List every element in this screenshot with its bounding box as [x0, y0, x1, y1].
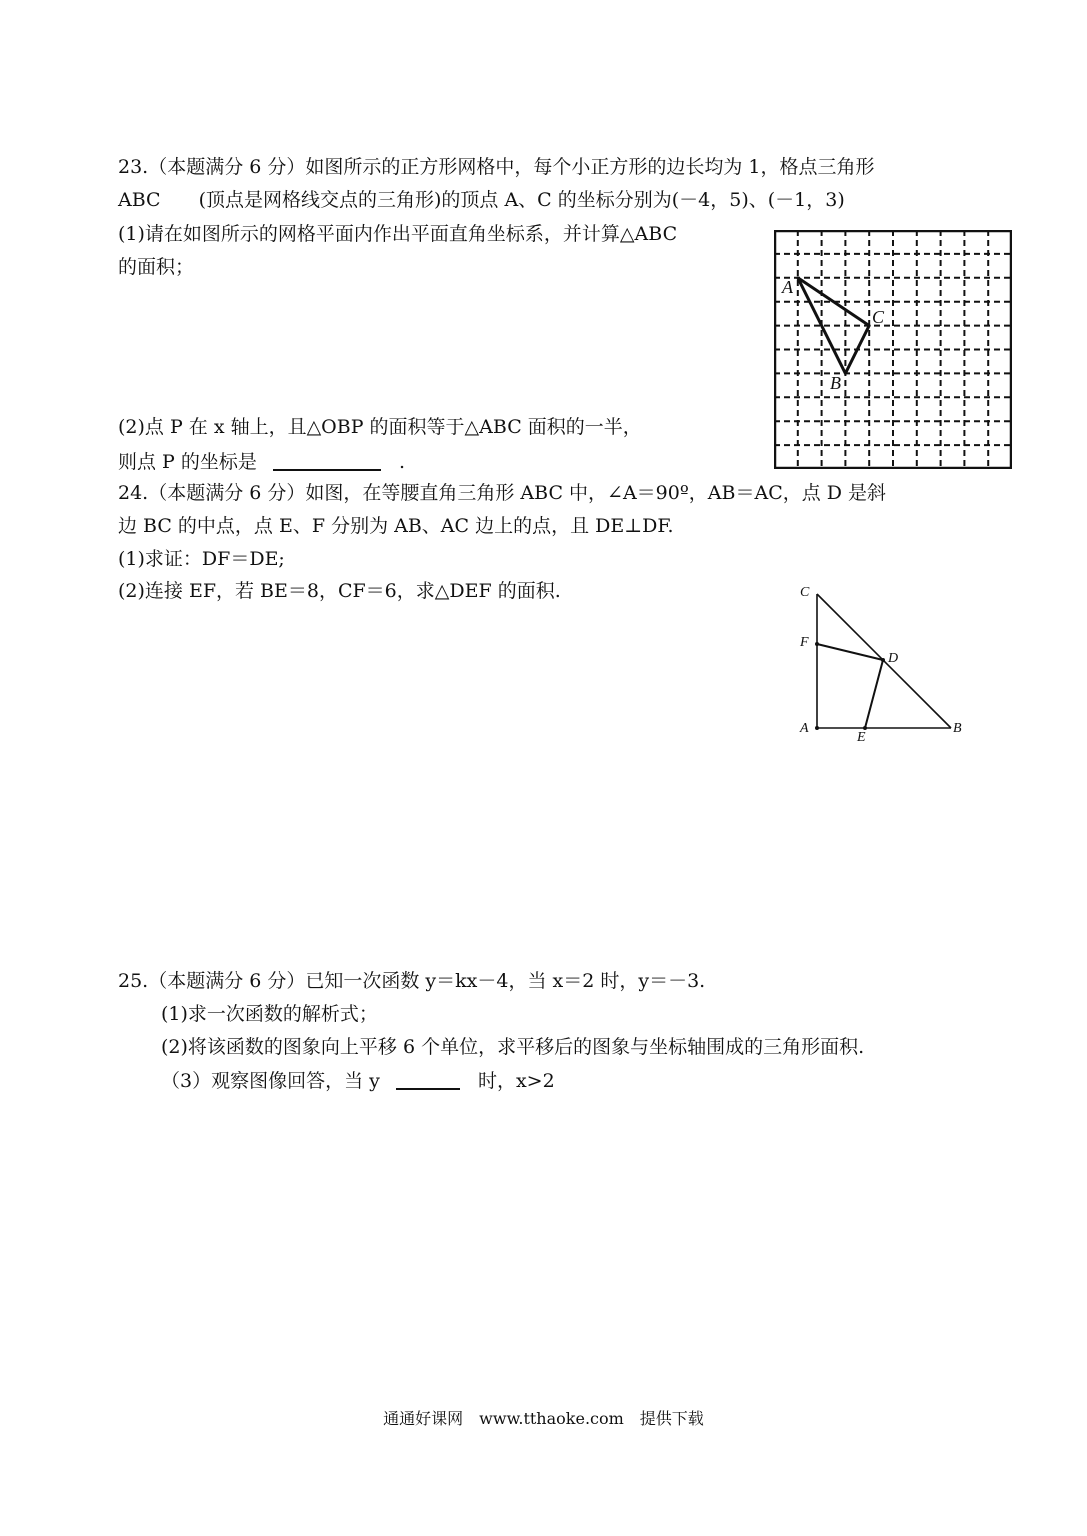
segment-df [817, 644, 883, 660]
q24-part2: (2)连接 EF，若 BE＝8，CF＝6，求△DEF 的面积. [118, 580, 561, 602]
point-a [815, 726, 819, 730]
triangle-svg [790, 580, 980, 750]
q23-part2-prompt: 则点 P 的坐标是 [118, 451, 257, 473]
q24-line2: 边 BC 的中点，点 E、F 分别为 AB、AC 边上的点，且 DE⊥DF. [118, 515, 674, 537]
label-b: B [953, 721, 962, 736]
q25-line1: 25.（本题满分 6 分）已知一次函数 y＝kx－4，当 x＝2 时，y＝－3. [118, 970, 706, 992]
label-c: C [872, 307, 885, 327]
q24-part1: (1)求证：DF＝DE; [118, 548, 285, 570]
q25-part1: (1)求一次函数的解析式； [161, 1003, 378, 1025]
q25-part2: (2)将该函数的图象向上平移 6 个单位，求平移后的图象与坐标轴围成的三角形面积. [161, 1036, 865, 1058]
q23-part1-line2: 的面积； [118, 256, 195, 278]
grid-svg [774, 230, 1012, 469]
grid-triangle-figure [774, 230, 1012, 469]
right-triangle-figure [790, 580, 980, 750]
label-c: C [800, 585, 810, 600]
q23-part2-line1: (2)点 P 在 x 轴上，且△OBP 的面积等于△ABC 面积的一半， [118, 416, 642, 438]
answer-blank[interactable] [273, 452, 381, 471]
q23-part2-line2 [118, 452, 405, 472]
q24-line1: 24.（本题满分 6 分）如图，在等腰直角三角形 ABC 中，∠A＝90º，AB＝AC，点 D 是斜 [118, 482, 887, 504]
label-f: F [800, 635, 809, 650]
label-e: E [857, 730, 866, 745]
label-d: D [888, 651, 899, 666]
q23-line1: 23.（本题满分 6 分）如图所示的正方形网格中，每个小正方形的边长均为 1，格点三角形 [118, 156, 875, 178]
point-d [881, 658, 885, 662]
q25-part3-prompt: （3）观察图像回答，当 y [161, 1070, 380, 1092]
page-footer: 通通好课网 www.tthaoke.com 提供下载 [383, 1409, 704, 1428]
point-f [815, 642, 819, 646]
answer-blank[interactable] [396, 1071, 460, 1090]
label-a: A [782, 277, 793, 297]
q25-part3-suffix: 时，x>2 [477, 1070, 555, 1092]
segment-de [865, 660, 883, 728]
q23-part1-line1: (1)请在如图所示的网格平面内作出平面直角坐标系，并计算△ABC [118, 223, 678, 245]
label-a: A [800, 721, 809, 736]
label-b: B [830, 373, 841, 393]
q25-part3 [161, 1071, 555, 1091]
grid-lines [774, 230, 1012, 469]
q23-line2: ABC (顶点是网格线交点的三角形)的顶点 A、C 的坐标分别为(－4，5)、(－1，3) [118, 189, 845, 211]
q23-part2-period: . [398, 451, 406, 473]
